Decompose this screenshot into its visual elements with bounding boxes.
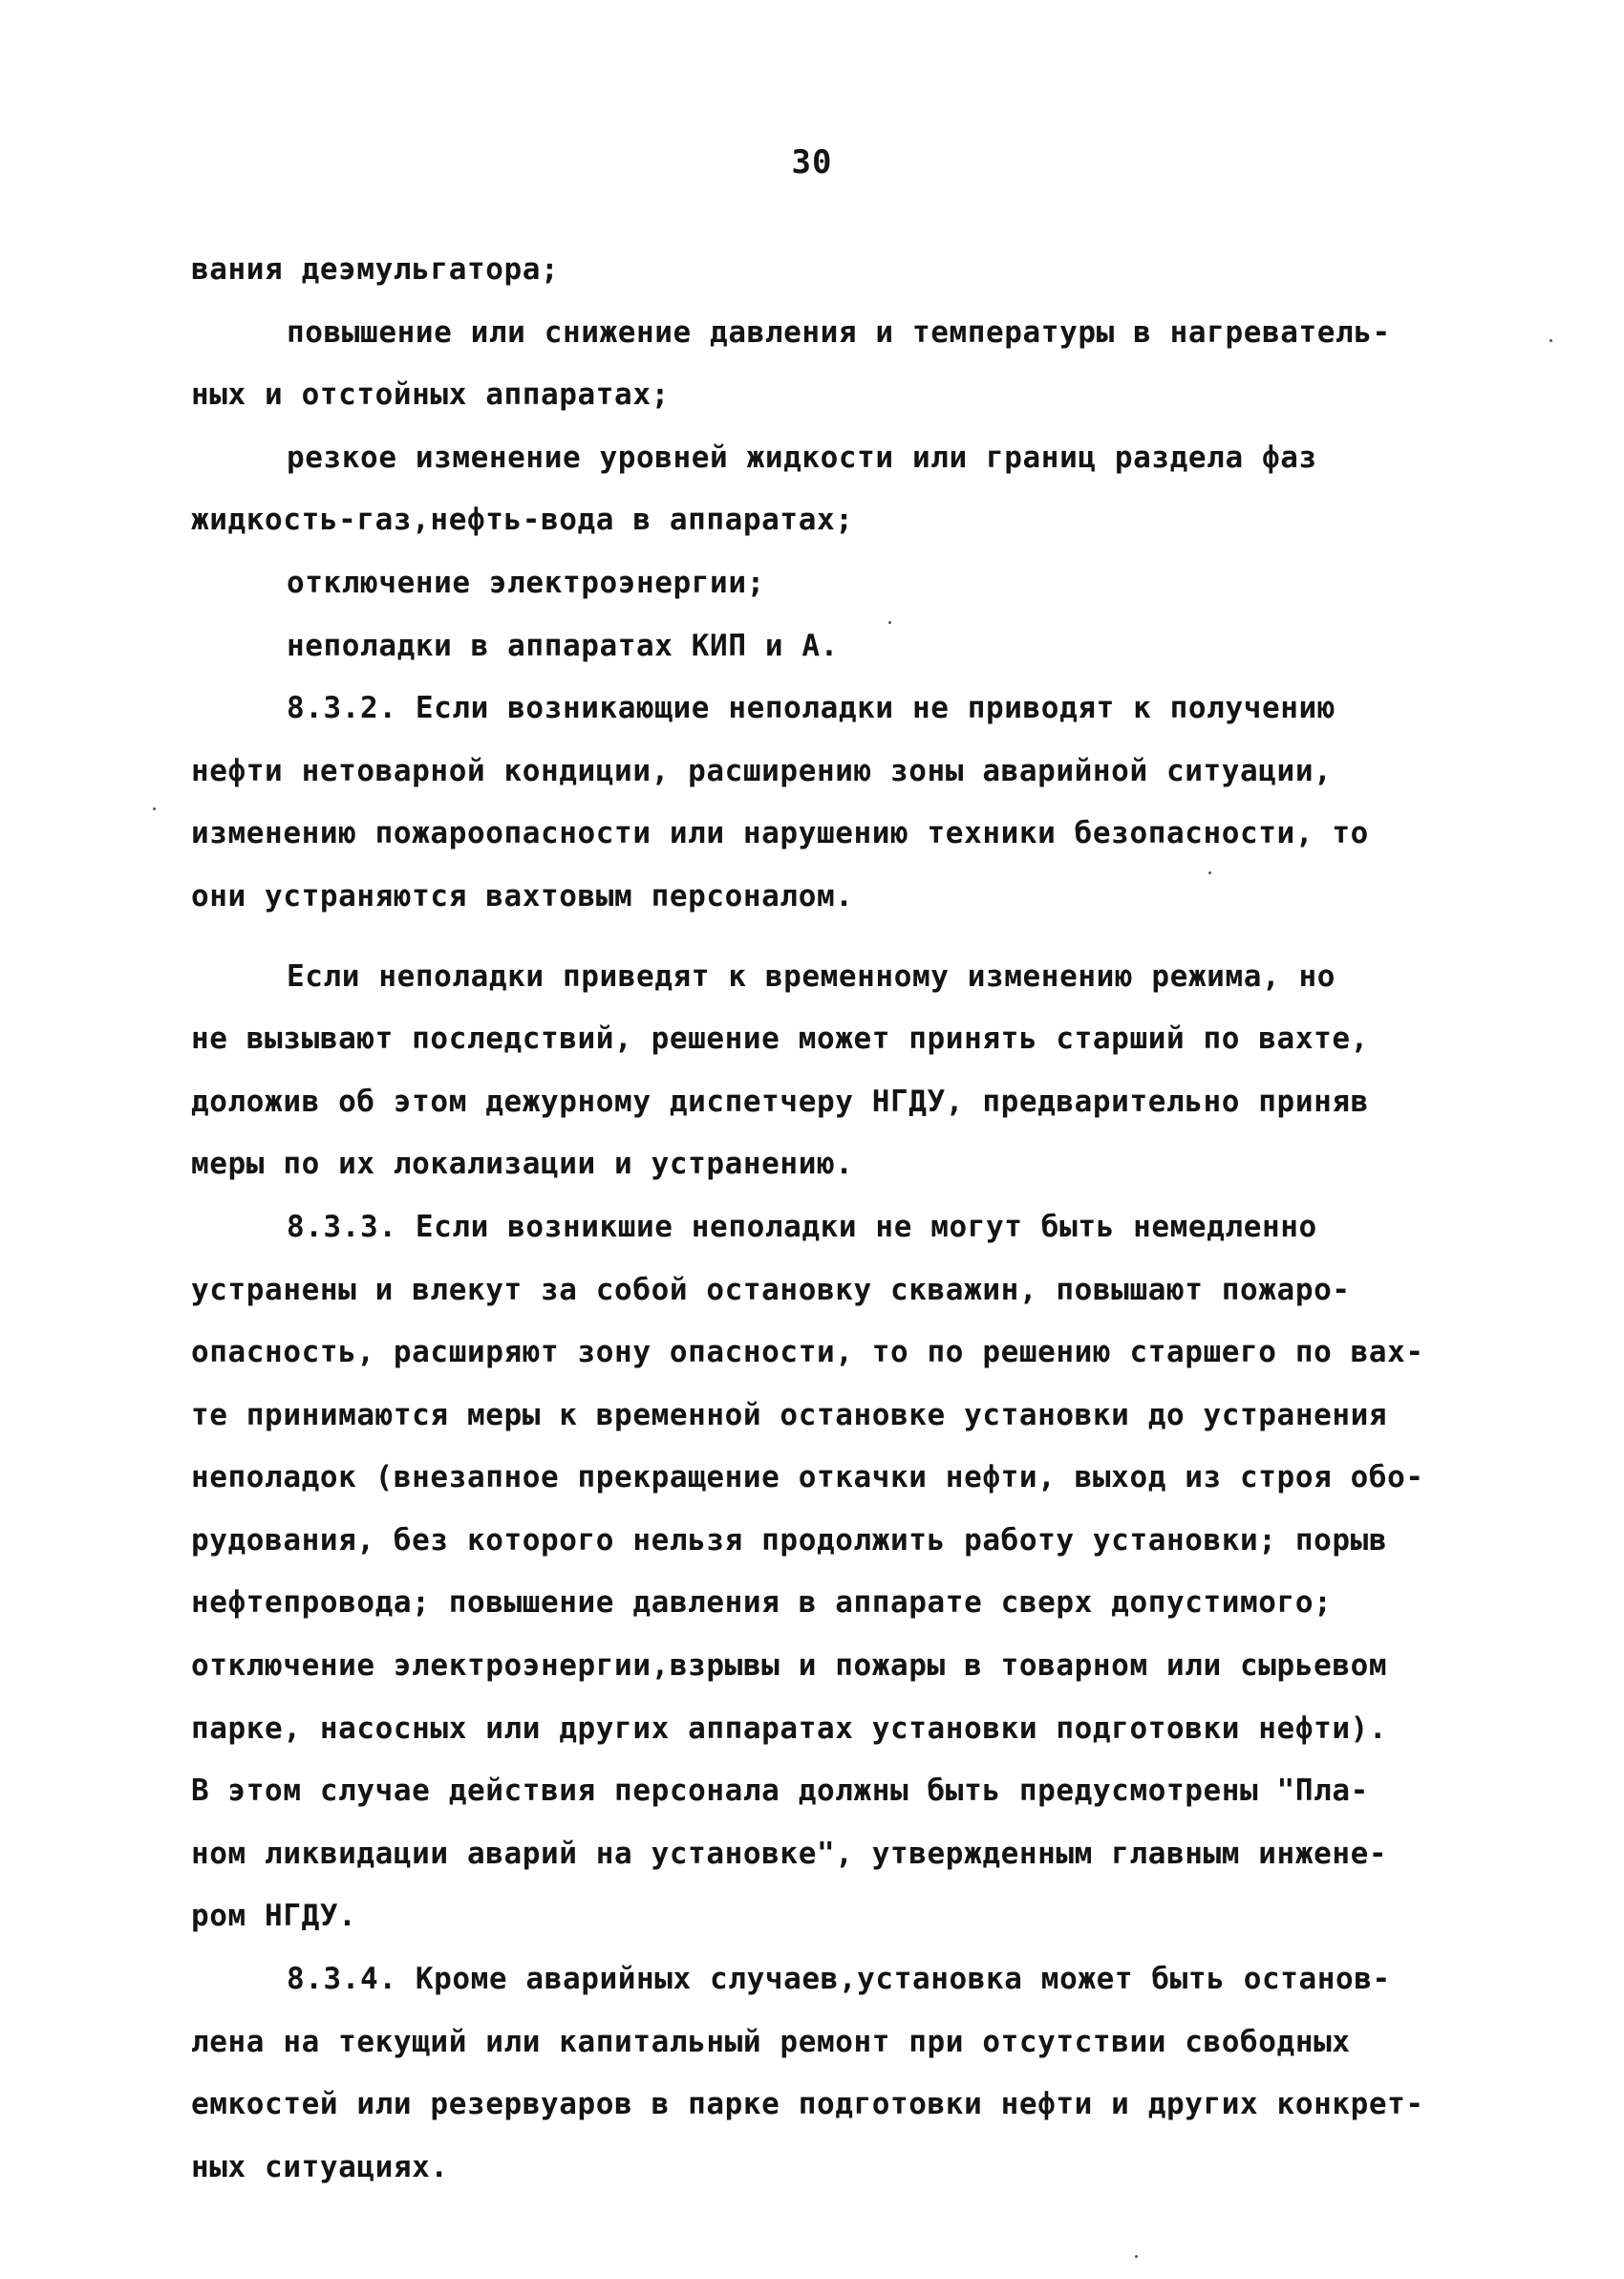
scan-speck <box>1135 2255 1138 2258</box>
text-line: отключение электроэнергии; <box>287 565 765 600</box>
text-line: рудования, без которого нельзя продолжить работу установки; порыв <box>191 1522 1388 1558</box>
text-line: лена на текущий или капитальный ремонт при отсутствии свободных <box>191 2024 1351 2059</box>
text-line: вания деэмульгатора; <box>191 252 560 287</box>
paragraph-gap <box>191 929 1490 946</box>
scan-speck <box>1208 871 1211 874</box>
text-line: жидкость-газ,нефть-вода в аппаратах; <box>191 503 854 538</box>
text-line: парке, насосных или других аппаратах установки подготовки нефти). <box>191 1710 1388 1746</box>
document-body <box>191 239 1490 2199</box>
scan-speck <box>153 807 156 810</box>
text-line: резкое изменение уровней жидкости или границ раздела фаз <box>287 440 1317 475</box>
text-line: устранены и влекут за собой остановку скважин, повышают пожаро- <box>191 1272 1351 1307</box>
section-8-3-2-heading-line: 8.3.2. Если возникающие неполадки не приводят к получению <box>287 691 1336 726</box>
text-line: Если неполадки приведят к временному изменению режима, но <box>287 958 1336 994</box>
page-number: 30 <box>791 143 833 182</box>
text-line: те принимаются меры к временной остановке установки до устранения <box>191 1397 1388 1432</box>
text-line: нефтепровода; повышение давления в аппарате сверх допустимого; <box>191 1585 1333 1621</box>
text-line: В этом случае действия персонала должны быть предусмотрены "Пла- <box>191 1774 1369 1809</box>
text-line: опасность, расширяют зону опасности, то по решению старшего по вах- <box>191 1335 1424 1370</box>
text-line: неполадок (внезапное прекращение откачки нефти, выход из строя обо- <box>191 1460 1424 1495</box>
text-line: не вызывают последствий, решение может принять старший по вахте, <box>191 1021 1369 1057</box>
text-line: неполадки в аппаратах КИП и А. <box>287 628 839 663</box>
text-line: ных ситуациях. <box>191 2149 449 2184</box>
scan-speck <box>1549 339 1552 342</box>
text-line: емкостей или резервуаров в парке подготовки нефти и других конкрет- <box>191 2087 1424 2122</box>
section-8-3-4-heading-line: 8.3.4. Кроме аварийных случаев,установка может быть останов- <box>287 1962 1391 1997</box>
text-line: доложив об этом дежурному диспетчеру НГДУ, предварительно приняв <box>191 1084 1369 1119</box>
text-line: повышение или снижение давления и температуры в нагреватель- <box>287 314 1391 350</box>
text-line: они устраняются вахтовым персоналом. <box>191 878 854 914</box>
text-line: меры по их локализации и устранению. <box>191 1147 854 1182</box>
scan-speck <box>888 621 891 624</box>
text-line: нефти нетоварной кондиции, расширению зоны аварийной ситуации, <box>191 753 1333 788</box>
text-line: ном ликвидации аварий на установке", утвержденным главным инжене- <box>191 1836 1388 1871</box>
text-line: ром НГДУ. <box>191 1899 357 1934</box>
text-line: отключение электроэнергии,взрывы и пожары в товарном или сырьевом <box>191 1648 1388 1684</box>
section-8-3-3-heading-line: 8.3.3. Если возникшие неполадки не могут быть немедленно <box>287 1209 1317 1244</box>
text-line: изменению пожароопасности или нарушению техники безопасности, то <box>191 816 1369 851</box>
text-line: ных и отстойных аппаратах; <box>191 377 670 413</box>
